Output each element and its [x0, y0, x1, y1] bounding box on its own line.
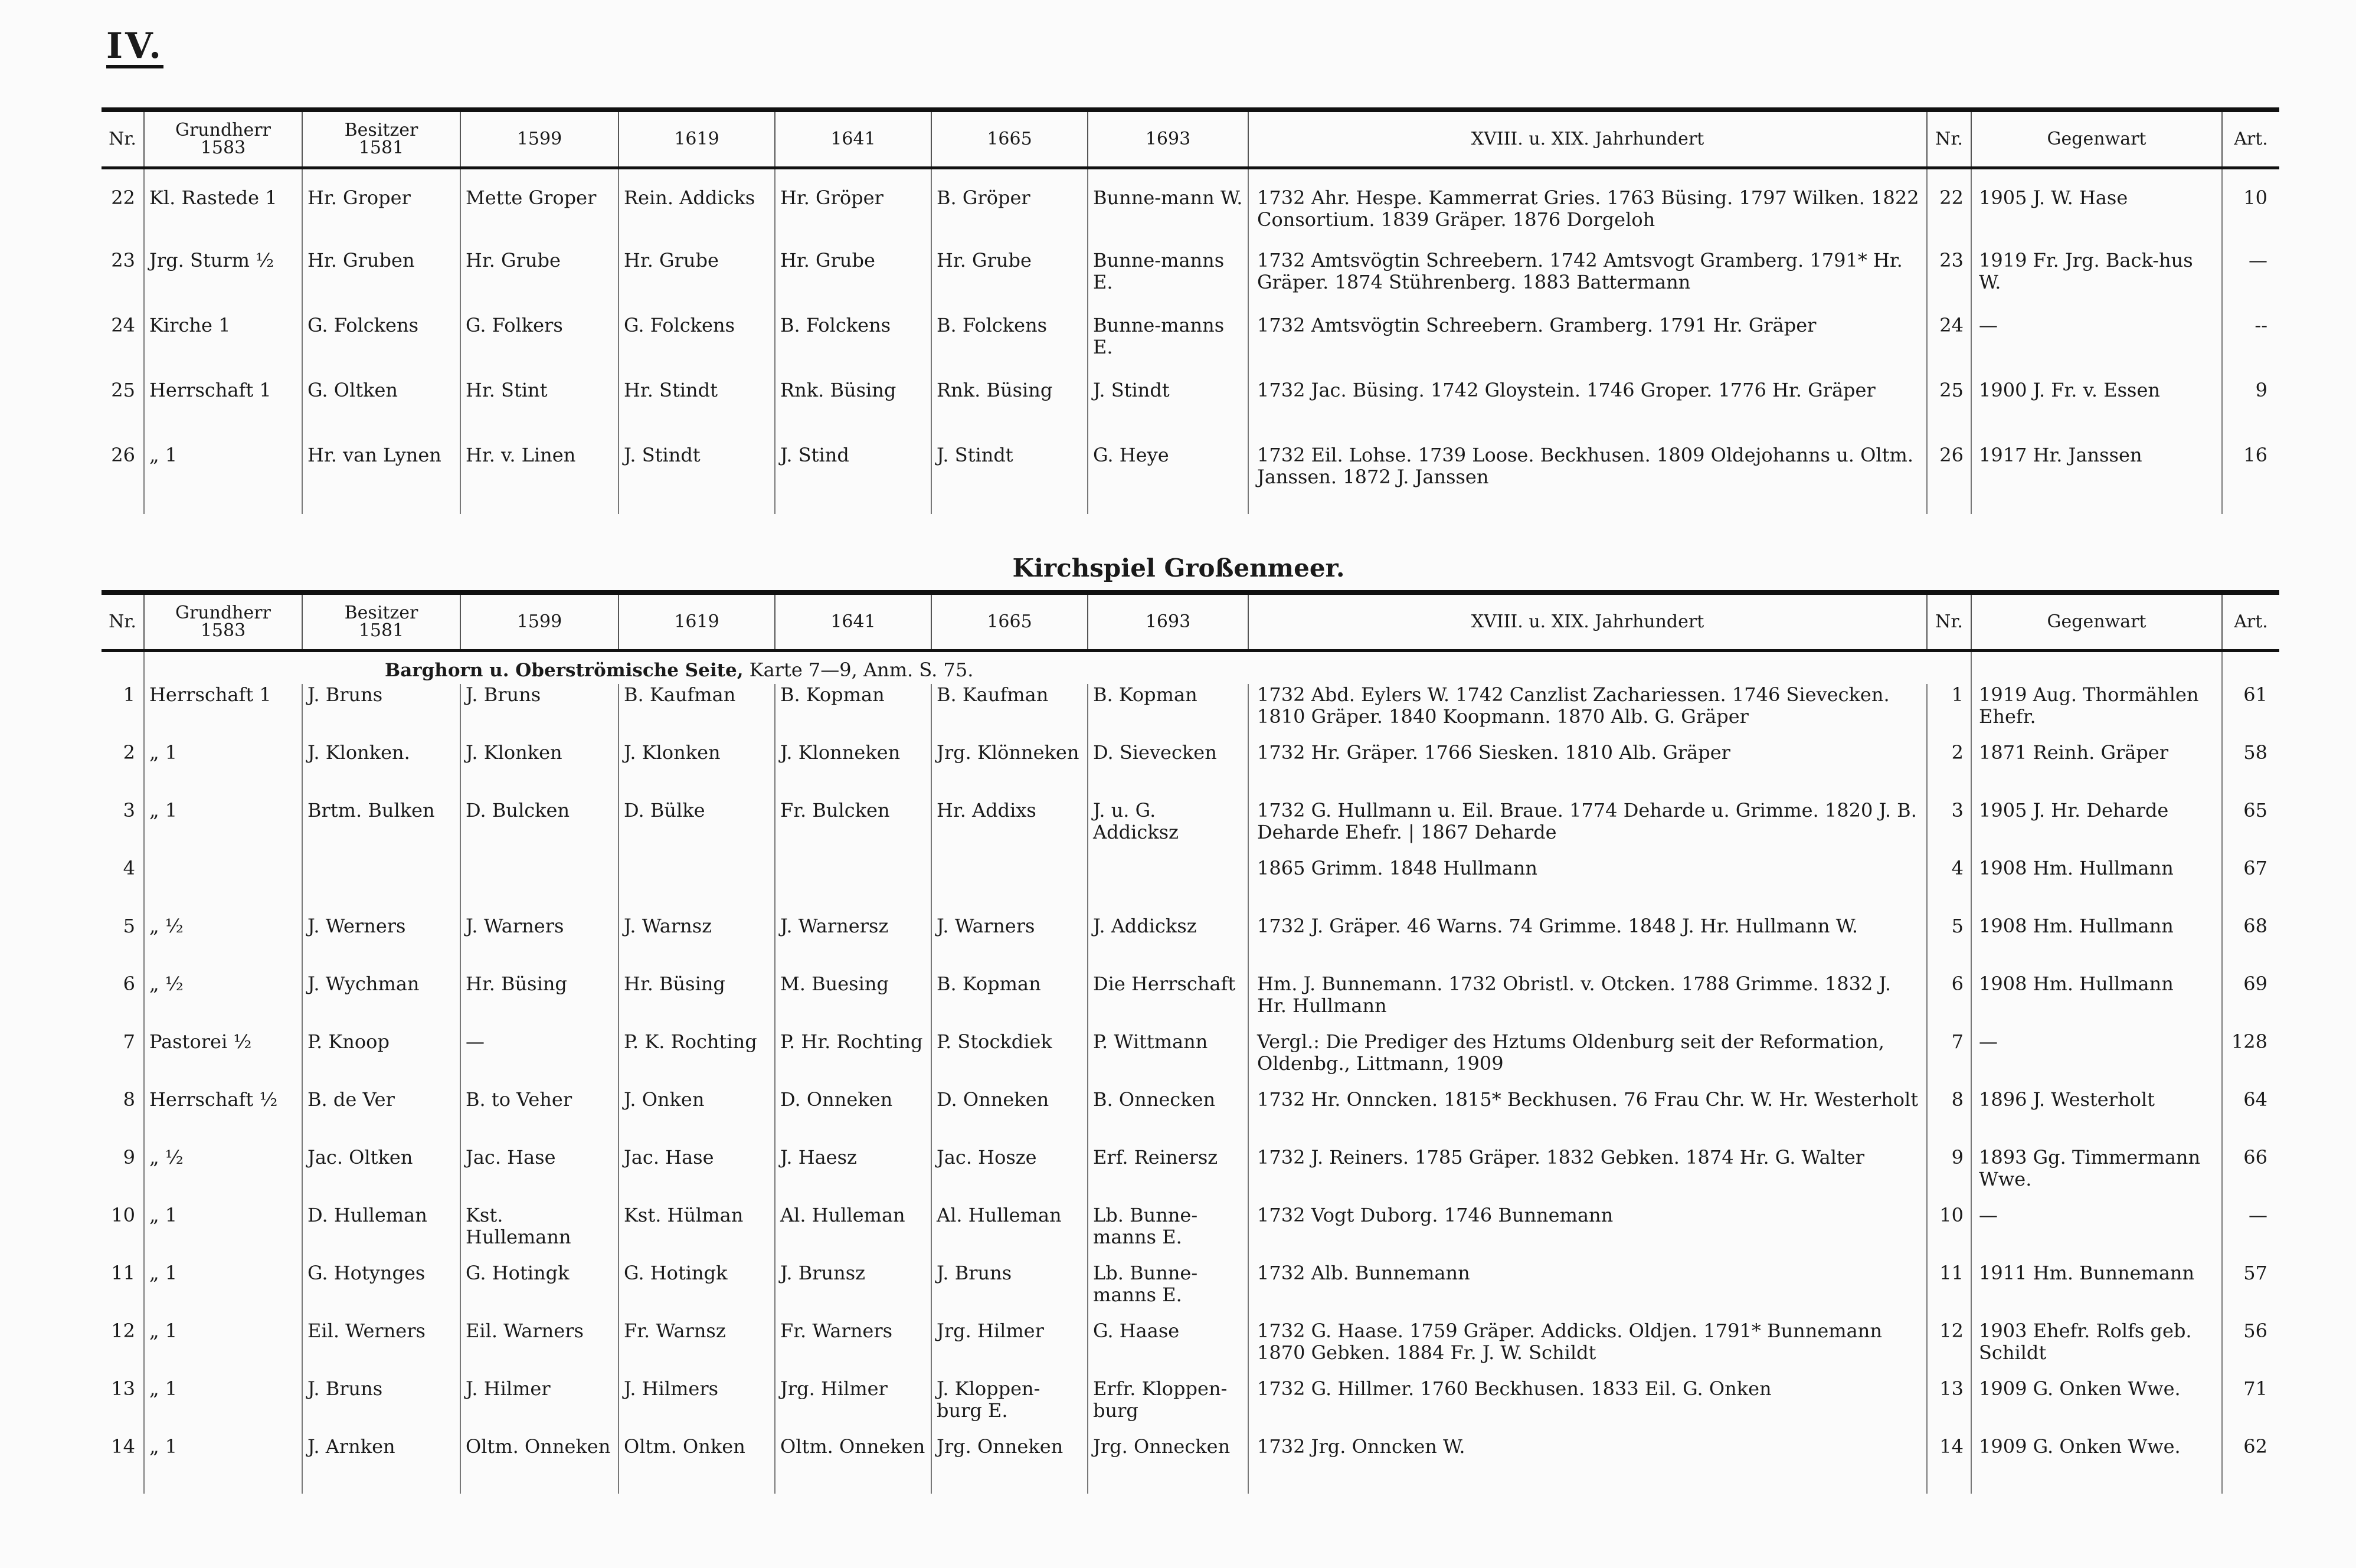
- row-nr: 22: [111, 186, 135, 209]
- table-row: [102, 250, 2279, 315]
- cell-1619: J. Klonken: [619, 742, 775, 800]
- cell-1641: M. Buesing: [775, 973, 931, 1031]
- century-cell: 1732 Jrg. Onncken W.: [1248, 1436, 1927, 1494]
- table-row: [102, 973, 2279, 1031]
- art-cell: 64: [2222, 1089, 2279, 1147]
- grundherr-cell: „ ½: [144, 973, 302, 1031]
- cell-1641: B. Folckens: [775, 315, 931, 379]
- cell-1599: B. to Veher: [460, 1089, 619, 1147]
- gegenwart-cell: 1896 J. Westerholt: [1971, 1089, 2222, 1147]
- besitzer-cell: G. Hotynges: [302, 1262, 460, 1320]
- grundherr-cell: „ 1: [144, 800, 302, 857]
- cell-1693: Bunne-mann W.: [1088, 168, 1248, 250]
- gegenwart-cell: 1908 Hm. Hullmann: [1971, 857, 2222, 915]
- century-cell: 1732 G. Haase. 1759 Gräper. Addicks. Oldjen. 1791* Bunnemann 1870 Gebken. 1884 Fr. J. W. Schildt: [1248, 1320, 1927, 1378]
- cell-1641: Rnk. Büsing: [775, 379, 931, 444]
- row-nr: 8: [123, 1088, 135, 1111]
- cell-1641: Jrg. Hilmer: [775, 1378, 931, 1436]
- table-row: [102, 168, 2279, 250]
- cell-1693: Jrg. Onnecken: [1088, 1436, 1248, 1494]
- row-nr: 25: [111, 378, 135, 401]
- gegenwart-cell: 1917 Hr. Janssen: [1971, 444, 2222, 514]
- cell-1641: J. Warnersz: [775, 915, 931, 973]
- besitzer-cell: Jac. Oltken: [302, 1147, 460, 1204]
- cell-1665: B. Folckens: [931, 315, 1088, 379]
- row-nr-2: 5: [1927, 915, 1971, 973]
- century-cell: 1732 Amtsvögtin Schreebern. Gramberg. 1791 Hr. Gräper: [1248, 315, 1927, 379]
- cell-1619: J. Hilmers: [619, 1378, 775, 1436]
- cell-1599: Mette Groper: [460, 168, 619, 250]
- row-nr-2: 25: [1927, 379, 1971, 444]
- besitzer-cell: [302, 857, 460, 915]
- gegenwart-cell: 1919 Fr. Jrg. Back-hus W.: [1971, 250, 2222, 315]
- header-besitzer: Besitzer 1581: [302, 592, 460, 651]
- cell-1599: Hr. Stint: [460, 379, 619, 444]
- cell-1665: J. Stindt: [931, 444, 1088, 514]
- cell-1693: D. Sievecken: [1088, 742, 1248, 800]
- row-nr: 14: [111, 1435, 135, 1458]
- header-1693: 1693: [1088, 110, 1248, 168]
- art-cell: —: [2222, 250, 2279, 315]
- header-1641: 1641: [775, 110, 931, 168]
- row-nr: 6: [123, 972, 135, 995]
- besitzer-cell: J. Bruns: [302, 684, 460, 742]
- cell-1693: P. Wittmann: [1088, 1031, 1248, 1089]
- register-table-1: [102, 107, 2279, 514]
- gegenwart-cell: —: [1971, 1204, 2222, 1262]
- besitzer-cell: B. de Ver: [302, 1089, 460, 1147]
- art-cell: 128: [2222, 1031, 2279, 1089]
- row-nr: 4: [123, 856, 135, 879]
- gegenwart-cell: 1908 Hm. Hullmann: [1971, 973, 2222, 1031]
- besitzer-cell: Hr. Groper: [302, 168, 460, 250]
- row-nr: 5: [123, 914, 135, 937]
- header-art: Art.: [2222, 110, 2279, 168]
- cell-1599: J. Hilmer: [460, 1378, 619, 1436]
- header-row: [102, 110, 2279, 168]
- cell-1665: Al. Hulleman: [931, 1204, 1088, 1262]
- cell-1665: Jac. Hoszе: [931, 1147, 1088, 1204]
- cell-1693: J. u. G. Addicksz: [1088, 800, 1248, 857]
- cell-1599: [460, 857, 619, 915]
- century-cell: Vergl.: Die Prediger des Hztums Oldenburg seit der Reformation, Oldenbg., Littmann, 1909: [1248, 1031, 1927, 1089]
- cell-1619: Hr. Büsing: [619, 973, 775, 1031]
- gegenwart-cell: 1905 J. W. Hase: [1971, 168, 2222, 250]
- register-table-2: [102, 590, 2279, 1494]
- cell-1641: Fr. Warners: [775, 1320, 931, 1378]
- cell-1641: J. Haesz: [775, 1147, 931, 1204]
- art-cell: 58: [2222, 742, 2279, 800]
- century-cell: 1732 G. Hillmer. 1760 Beckhusen. 1833 Eil. G. Onken: [1248, 1378, 1927, 1436]
- century-cell: 1732 Hr. Onncken. 1815* Beckhusen. 76 Frau Chr. W. Hr. Westerholt: [1248, 1089, 1927, 1147]
- art-cell: 9: [2222, 379, 2279, 444]
- grundherr-cell: Kl. Rastede 1: [144, 168, 302, 250]
- cell-1619: B. Kaufman: [619, 684, 775, 742]
- besitzer-cell: Eil. Werners: [302, 1320, 460, 1378]
- cell-1665: P. Stockdiek: [931, 1031, 1088, 1089]
- besitzer-cell: D. Hulleman: [302, 1204, 460, 1262]
- header-1599: 1599: [460, 592, 619, 651]
- table-section-2: [102, 554, 2268, 1494]
- row-nr-2: 2: [1927, 742, 1971, 800]
- header-century: XVIII. u. XIX. Jahrhundert: [1248, 110, 1927, 168]
- century-cell: 1732 Alb. Bunnemann: [1248, 1262, 1927, 1320]
- cell-1641: D. Onneken: [775, 1089, 931, 1147]
- art-cell: 16: [2222, 444, 2279, 514]
- cell-1641: Hr. Grube: [775, 250, 931, 315]
- cell-1599: J. Klonken: [460, 742, 619, 800]
- table-row: [102, 800, 2279, 857]
- row-nr: 3: [123, 798, 135, 821]
- gegenwart-cell: 1909 G. Onken Wwe.: [1971, 1378, 2222, 1436]
- grundherr-cell: [144, 857, 302, 915]
- cell-1641: [775, 857, 931, 915]
- row-nr-2: 8: [1927, 1089, 1971, 1147]
- header-1599: 1599: [460, 110, 619, 168]
- cell-1665: B. Kopman: [931, 973, 1088, 1031]
- grundherr-cell: Kirche 1: [144, 315, 302, 379]
- row-nr-2: 9: [1927, 1147, 1971, 1204]
- header-1619: 1619: [619, 592, 775, 651]
- cell-1665: B. Kaufman: [931, 684, 1088, 742]
- header-1693: 1693: [1088, 592, 1248, 651]
- cell-1599: Eil. Warners: [460, 1320, 619, 1378]
- gegenwart-cell: 1909 G. Onken Wwe.: [1971, 1436, 2222, 1494]
- grundherr-cell: „ ½: [144, 915, 302, 973]
- table-row: [102, 1147, 2279, 1204]
- table-row: [102, 1262, 2279, 1320]
- besitzer-cell: Hr. Gruben: [302, 250, 460, 315]
- cell-1693: B. Onnecken: [1088, 1089, 1248, 1147]
- cell-1619: [619, 857, 775, 915]
- art-cell: 65: [2222, 800, 2279, 857]
- grundherr-cell: „ 1: [144, 742, 302, 800]
- cell-1665: J. Warners: [931, 915, 1088, 973]
- subheading: Barghorn u. Oberströmische Seite, Karte 7—9, Anm. S. 75.: [385, 659, 974, 681]
- row-nr: 10: [111, 1203, 135, 1226]
- gegenwart-cell: 1919 Aug. Thormählen Ehefr.: [1971, 684, 2222, 742]
- cell-1619: Kst. Hülman: [619, 1204, 775, 1262]
- cell-1665: [931, 857, 1088, 915]
- art-cell: 71: [2222, 1378, 2279, 1436]
- cell-1599: —: [460, 1031, 619, 1089]
- grundherr-cell: Herrschaft 1: [144, 379, 302, 444]
- cell-1641: J. Klonneken: [775, 742, 931, 800]
- cell-1665: Hr. Addixs: [931, 800, 1088, 857]
- cell-1599: G. Hotingk: [460, 1262, 619, 1320]
- art-cell: 66: [2222, 1147, 2279, 1204]
- table-row: [102, 379, 2279, 444]
- gegenwart-cell: 1911 Hm. Bunnemann: [1971, 1262, 2222, 1320]
- cell-1693: B. Kopman: [1088, 684, 1248, 742]
- header-1619: 1619: [619, 110, 775, 168]
- cell-1693: Bunne-manns E.: [1088, 315, 1248, 379]
- art-cell: 67: [2222, 857, 2279, 915]
- table-row: [102, 315, 2279, 379]
- cell-1619: Hr. Stindt: [619, 379, 775, 444]
- row-nr: 2: [123, 741, 135, 764]
- row-nr-2: 14: [1927, 1436, 1971, 1494]
- cell-1641: Hr. Gröper: [775, 168, 931, 250]
- besitzer-cell: P. Knoop: [302, 1031, 460, 1089]
- cell-1693: Lb. Bunne-manns E.: [1088, 1204, 1248, 1262]
- table-row: [102, 1320, 2279, 1378]
- century-cell: 1732 J. Reiners. 1785 Gräper. 1832 Gebken. 1874 Hr. G. Walter: [1248, 1147, 1927, 1204]
- century-cell: 1865 Grimm. 1848 Hullmann: [1248, 857, 1927, 915]
- header-gegenwart: Gegenwart: [1971, 592, 2222, 651]
- cell-1619: J. Onken: [619, 1089, 775, 1147]
- gegenwart-cell: 1908 Hm. Hullmann: [1971, 915, 2222, 973]
- header-1665: 1665: [931, 110, 1088, 168]
- cell-1665: Hr. Grube: [931, 250, 1088, 315]
- row-nr-2: 10: [1927, 1204, 1971, 1262]
- row-nr: 12: [111, 1319, 135, 1342]
- grundherr-cell: Jrg. Sturm ½: [144, 250, 302, 315]
- cell-1641: Oltm. Onneken: [775, 1436, 931, 1494]
- art-cell: 57: [2222, 1262, 2279, 1320]
- art-cell: 69: [2222, 973, 2279, 1031]
- table-row: [102, 1436, 2279, 1494]
- row-nr-2: 24: [1927, 315, 1971, 379]
- cell-1599: Hr. Büsing: [460, 973, 619, 1031]
- cell-1665: Jrg. Onneken: [931, 1436, 1088, 1494]
- grundherr-cell: „ 1: [144, 1320, 302, 1378]
- cell-1693: J. Stindt: [1088, 379, 1248, 444]
- grundherr-cell: „ 1: [144, 1262, 302, 1320]
- cell-1665: Jrg. Klönneken: [931, 742, 1088, 800]
- cell-1619: Jac. Hase: [619, 1147, 775, 1204]
- cell-1693: Erf. Reinersz: [1088, 1147, 1248, 1204]
- art-cell: 10: [2222, 168, 2279, 250]
- besitzer-cell: J. Bruns: [302, 1378, 460, 1436]
- header-besitzer: Besitzer 1581: [302, 110, 460, 168]
- cell-1599: D. Bulcken: [460, 800, 619, 857]
- row-nr-2: 22: [1927, 168, 1971, 250]
- row-nr-2: 13: [1927, 1378, 1971, 1436]
- cell-1619: G. Hotingk: [619, 1262, 775, 1320]
- header-nr: Nr.: [109, 129, 136, 149]
- cell-1665: J. Bruns: [931, 1262, 1088, 1320]
- cell-1599: J. Bruns: [460, 684, 619, 742]
- header-grundherr: Grundherr 1583: [144, 110, 302, 168]
- cell-1693: G. Haase: [1088, 1320, 1248, 1378]
- century-cell: 1732 Hr. Gräper. 1766 Siesken. 1810 Alb. Gräper: [1248, 742, 1927, 800]
- header-century: XVIII. u. XIX. Jahrhundert: [1248, 592, 1927, 651]
- cell-1619: Oltm. Onken: [619, 1436, 775, 1494]
- table-row: [102, 1031, 2279, 1089]
- cell-1665: J. Kloppen-burg E.: [931, 1378, 1088, 1436]
- cell-1599: Kst. Hullemann: [460, 1204, 619, 1262]
- gegenwart-cell: 1900 J. Fr. v. Essen: [1971, 379, 2222, 444]
- besitzer-cell: G. Folckens: [302, 315, 460, 379]
- gegenwart-cell: 1893 Gg. Timmermann Wwe.: [1971, 1147, 2222, 1204]
- cell-1599: Hr. v. Linen: [460, 444, 619, 514]
- besitzer-cell: Hr. van Lynen: [302, 444, 460, 514]
- besitzer-cell: J. Arnken: [302, 1436, 460, 1494]
- gegenwart-cell: —: [1971, 1031, 2222, 1089]
- row-nr: 24: [111, 313, 135, 336]
- art-cell: 62: [2222, 1436, 2279, 1494]
- besitzer-cell: G. Oltken: [302, 379, 460, 444]
- cell-1665: Rnk. Büsing: [931, 379, 1088, 444]
- table-row: [102, 857, 2279, 915]
- grundherr-cell: „ 1: [144, 1378, 302, 1436]
- cell-1599: G. Folkers: [460, 315, 619, 379]
- century-cell: 1732 G. Hullmann u. Eil. Braue. 1774 Deharde u. Grimme. 1820 J. B. Deharde Ehefr. | 1867 Deharde: [1248, 800, 1927, 857]
- cell-1665: Jrg. Hilmer: [931, 1320, 1088, 1378]
- cell-1665: D. Onneken: [931, 1089, 1088, 1147]
- cell-1619: Hr. Grube: [619, 250, 775, 315]
- header-1641: 1641: [775, 592, 931, 651]
- cell-1619: Fr. Warnsz: [619, 1320, 775, 1378]
- cell-1619: D. Bülke: [619, 800, 775, 857]
- header-gegenwart: Gegenwart: [1971, 110, 2222, 168]
- gegenwart-cell: —: [1971, 315, 2222, 379]
- row-nr-2: 11: [1927, 1262, 1971, 1320]
- art-cell: --: [2222, 315, 2279, 379]
- row-nr-2: 4: [1927, 857, 1971, 915]
- table-row: [102, 1204, 2279, 1262]
- century-cell: 1732 Ahr. Hespe. Kammerrat Gries. 1763 Büsing. 1797 Wilken. 1822 Consortium. 1839 Gräper. 1876 Dorgeloh: [1248, 168, 1927, 250]
- art-cell: 56: [2222, 1320, 2279, 1378]
- cell-1599: Hr. Grube: [460, 250, 619, 315]
- row-nr-2: 7: [1927, 1031, 1971, 1089]
- cell-1693: [1088, 857, 1248, 915]
- header-1665: 1665: [931, 592, 1088, 651]
- row-nr: 1: [123, 683, 135, 706]
- cell-1693: Erfr. Kloppen-burg: [1088, 1378, 1248, 1436]
- grundherr-cell: „ 1: [144, 1204, 302, 1262]
- page-number: IV.: [106, 28, 163, 68]
- century-cell: 1732 Amtsvögtin Schreebern. 1742 Amtsvogt Gramberg. 1791* Hr. Gräper. 1874 Stührenberg. 1883 Battermann: [1248, 250, 1927, 315]
- section-title: Kirchspiel Großenmeer.: [1012, 554, 1345, 582]
- art-cell: 61: [2222, 684, 2279, 742]
- row-nr: 13: [111, 1377, 135, 1400]
- century-cell: 1732 Vogt Duborg. 1746 Bunnemann: [1248, 1204, 1927, 1262]
- cell-1693: G. Heye: [1088, 444, 1248, 514]
- table-section-1: [102, 107, 2268, 514]
- cell-1599: Jac. Hase: [460, 1147, 619, 1204]
- table-row: [102, 742, 2279, 800]
- cell-1693: Bunne-manns E.: [1088, 250, 1248, 315]
- century-cell: 1732 Abd. Eylers W. 1742 Canzlist Zachariessen. 1746 Sievecken. 1810 Gräper. 1840 Koopmann. 1870 Alb. G. Gräper: [1248, 684, 1927, 742]
- gegenwart-cell: 1903 Ehefr. Rolfs geb. Schildt: [1971, 1320, 2222, 1378]
- besitzer-cell: J. Wychman: [302, 973, 460, 1031]
- row-nr: 23: [111, 248, 135, 271]
- cell-1641: J. Brunsz: [775, 1262, 931, 1320]
- cell-1599: J. Warners: [460, 915, 619, 973]
- grundherr-cell: „ 1: [144, 444, 302, 514]
- table-row: [102, 684, 2279, 742]
- cell-1619: P. K. Rochting: [619, 1031, 775, 1089]
- row-nr: 9: [123, 1145, 135, 1168]
- header-nr2: Nr.: [1927, 110, 1971, 168]
- besitzer-cell: Brtm. Bulken: [302, 800, 460, 857]
- row-nr-2: 23: [1927, 250, 1971, 315]
- header-nr2: Nr.: [1927, 592, 1971, 651]
- cell-1641: Fr. Bulcken: [775, 800, 931, 857]
- row-nr-2: 3: [1927, 800, 1971, 857]
- subheading-row: [102, 651, 2279, 684]
- gegenwart-cell: 1905 J. Hr. Deharde: [1971, 800, 2222, 857]
- gegenwart-cell: 1871 Reinh. Gräper: [1971, 742, 2222, 800]
- cell-1599: Oltm. Onneken: [460, 1436, 619, 1494]
- table-row: [102, 1378, 2279, 1436]
- table-row: [102, 915, 2279, 973]
- table-row: [102, 1089, 2279, 1147]
- grundherr-cell: „ ½: [144, 1147, 302, 1204]
- cell-1665: B. Gröper: [931, 168, 1088, 250]
- besitzer-cell: J. Klonken.: [302, 742, 460, 800]
- cell-1641: B. Kopman: [775, 684, 931, 742]
- grundherr-cell: Pastorei ½: [144, 1031, 302, 1089]
- header-grundherr: Grundherr 1583: [144, 592, 302, 651]
- cell-1619: J. Warnsz: [619, 915, 775, 973]
- header-row: [102, 592, 2279, 651]
- cell-1693: J. Addicksz: [1088, 915, 1248, 973]
- row-nr: 7: [123, 1030, 135, 1053]
- row-nr: 11: [111, 1261, 135, 1284]
- century-cell: Hm. J. Bunnemann. 1732 Obristl. v. Otcken. 1788 Grimme. 1832 J. Hr. Hullmann: [1248, 973, 1927, 1031]
- row-nr-2: 26: [1927, 444, 1971, 514]
- header-art: Art.: [2222, 592, 2279, 651]
- cell-1619: G. Folckens: [619, 315, 775, 379]
- cell-1619: Rein. Addicks: [619, 168, 775, 250]
- row-nr-2: 6: [1927, 973, 1971, 1031]
- grundherr-cell: Herrschaft ½: [144, 1089, 302, 1147]
- row-nr-2: 12: [1927, 1320, 1971, 1378]
- cell-1619: J. Stindt: [619, 444, 775, 514]
- table-row: [102, 444, 2279, 514]
- art-cell: —: [2222, 1204, 2279, 1262]
- century-cell: 1732 Jac. Büsing. 1742 Gloystein. 1746 Groper. 1776 Hr. Gräper: [1248, 379, 1927, 444]
- cell-1641: J. Stind: [775, 444, 931, 514]
- row-nr-2: 1: [1927, 684, 1971, 742]
- cell-1693: Lb. Bunne-manns E.: [1088, 1262, 1248, 1320]
- art-cell: 68: [2222, 915, 2279, 973]
- grundherr-cell: „ 1: [144, 1436, 302, 1494]
- cell-1641: Al. Hulleman: [775, 1204, 931, 1262]
- besitzer-cell: J. Werners: [302, 915, 460, 973]
- row-nr: 26: [111, 443, 135, 466]
- cell-1693: Die Herrschaft: [1088, 973, 1248, 1031]
- century-cell: 1732 J. Gräper. 46 Warns. 74 Grimme. 1848 J. Hr. Hullmann W.: [1248, 915, 1927, 973]
- header-nr: Nr.: [109, 611, 136, 632]
- grundherr-cell: Herrschaft 1: [144, 684, 302, 742]
- century-cell: 1732 Eil. Lohse. 1739 Loose. Beckhusen. 1809 Oldejohanns u. Oltm. Janssen. 1872 J. Janssen: [1248, 444, 1927, 514]
- cell-1641: P. Hr. Rochting: [775, 1031, 931, 1089]
